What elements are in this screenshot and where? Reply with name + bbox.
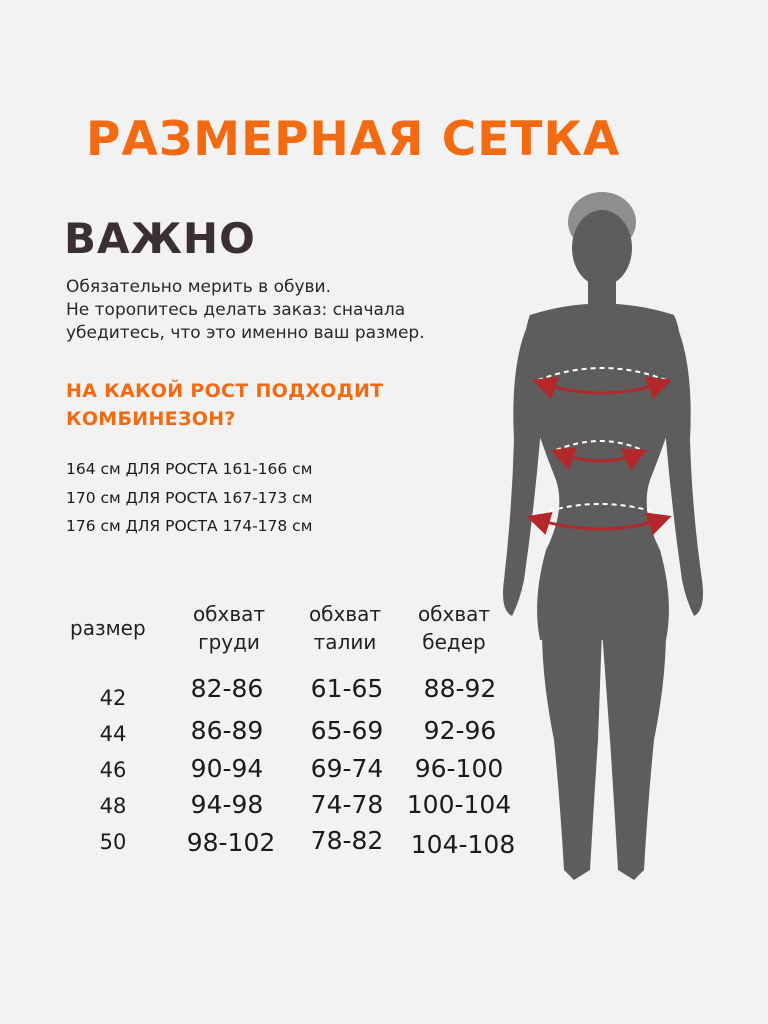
height-item: 170 см ДЛЯ РОСТА 167-173 см <box>66 488 313 507</box>
row-waist: 61-65 <box>310 674 384 703</box>
row-hips: 92-96 <box>423 716 497 745</box>
row-waist: 74-78 <box>310 790 384 819</box>
row-size: 46 <box>99 758 127 782</box>
height-list <box>66 455 312 541</box>
height-item: 164 см ДЛЯ РОСТА 161-166 см <box>66 460 313 478</box>
question-line: КОМБИНЕЗОН? <box>66 408 236 430</box>
row-chest: 94-98 <box>190 790 264 819</box>
silhouette <box>503 192 703 880</box>
row-chest: 82-86 <box>190 674 264 703</box>
header-chest <box>180 600 278 656</box>
header-hips-line2: бедер <box>422 630 486 654</box>
row-chest: 98-102 <box>186 828 276 857</box>
page-title: РАЗМЕРНАЯ СЕТКА <box>86 112 621 167</box>
row-size: 42 <box>99 686 127 710</box>
note-line: убедитесь, что это именно ваш размер. <box>66 323 425 343</box>
header-chest-line2: груди <box>198 630 260 654</box>
row-waist: 65-69 <box>310 716 384 745</box>
important-heading: ВАЖНО <box>64 214 256 263</box>
height-item: 176 см ДЛЯ РОСТА 174-178 см <box>66 517 313 535</box>
row-hips: 88-92 <box>423 674 497 703</box>
header-waist-line1: обхват <box>308 602 382 626</box>
row-waist: 78-82 <box>310 826 384 855</box>
note-line: Не торопитесь делать заказ: сначала <box>66 300 406 320</box>
body-figure <box>490 180 720 900</box>
header-waist <box>296 600 394 656</box>
row-size: 44 <box>99 722 127 746</box>
header-waist-line2: талии <box>313 630 377 654</box>
note-line: Обязательно мерить в обуви. <box>66 277 332 297</box>
row-hips: 96-100 <box>414 754 504 783</box>
row-hips: 104-108 <box>410 830 516 859</box>
header-chest-line1: обхват <box>192 602 266 626</box>
row-size: 50 <box>99 830 127 854</box>
row-size: 48 <box>99 794 127 818</box>
row-hips: 100-104 <box>406 790 512 819</box>
question-line: НА КАКОЙ РОСТ ПОДХОДИТ <box>66 380 384 402</box>
header-hips <box>405 600 503 656</box>
height-question <box>66 377 383 433</box>
header-hips-line1: обхват <box>417 602 491 626</box>
row-chest: 86-89 <box>190 716 264 745</box>
important-note <box>66 276 425 345</box>
header-size: размер <box>70 616 146 640</box>
row-waist: 69-74 <box>310 754 384 783</box>
row-chest: 90-94 <box>190 754 264 783</box>
